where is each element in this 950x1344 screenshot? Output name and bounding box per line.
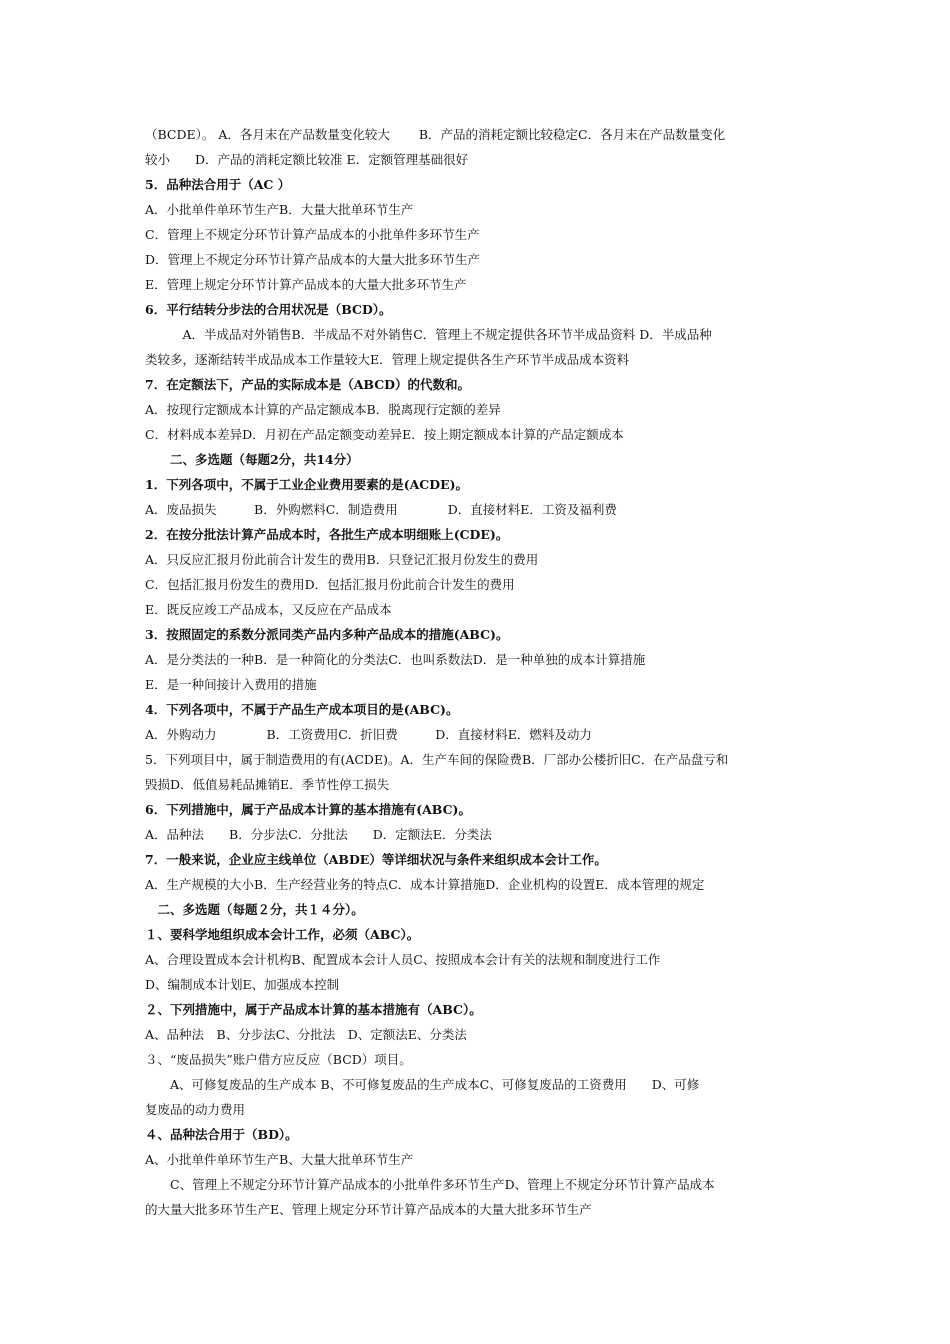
question-heading: 5．品种法合用于（AC ）: [145, 177, 291, 192]
question-heading: 6．下列措施中，属于产品成本计算的基本措施有(ABC)。: [145, 802, 471, 817]
question-heading: 4．下列各项中，不属于产品生产成本项目的是(ABC)。: [145, 702, 459, 717]
question-heading: ２、下列措施中，属于产品成本计算的基本措施有（ABC）。: [145, 1002, 482, 1017]
question-heading: 6．平行结转分步法的合用状况是（BCD）。: [145, 302, 392, 317]
option-line: E．既反应竣工产品成本，又反应在产品成本: [145, 602, 392, 617]
option-line: C．材料成本差异D．月初在产品定额变动差异E．按上期定额成本计算的产品定额成本: [145, 427, 624, 442]
option-line: A、小批单件单环节生产B、大量大批单环节生产: [145, 1152, 414, 1167]
question-heading: 3．按照固定的系数分派同类产品内多种产品成本的措施(ABC)。: [145, 627, 509, 642]
option-line: A．半成品对外销售B．半成品不对外销售C．管理上不规定提供各环节半成品资料 D．半成品种: [145, 327, 712, 342]
question-heading: １、要科学地组织成本会计工作，必须（ABC）。: [145, 927, 420, 942]
option-line: A、合理设置成本会计机构B、配置成本会计人员C、按照成本会计有关的法规和制度进行工作: [145, 952, 661, 967]
question-heading: 2．在按分批法计算产品成本时，各批生产成本明细账上(CDE)。: [145, 527, 509, 542]
option-line: A．是分类法的一种B．是一种简化的分类法C．也叫系数法D．是一种单独的成本计算措施: [145, 652, 646, 667]
option-line: A．品种法 B．分步法C．分批法 D．定额法E．分类法: [145, 827, 492, 842]
option-line: 类较多，逐渐结转半成品成本工作量较大E．管理上规定提供各生产环节半成品成本资料: [145, 352, 630, 367]
option-line: C．管理上不规定分环节计算产品成本的小批单件多环节生产: [145, 227, 480, 242]
text-line: 较小 D．产品的消耗定额比较准 E．定额管理基础很好: [145, 152, 469, 167]
option-line: A．小批单件单环节生产B．大量大批单环节生产: [145, 202, 414, 217]
question-line: 5．下列项目中，属于制造费用的有(ACDE)。A．生产车间的保险费B．厂部办公楼折旧C．在产品盘亏和: [145, 752, 729, 767]
option-line: 复废品的动力费用: [145, 1102, 246, 1117]
option-line: A、可修复废品的生产成本 B、不可修复废品的生产成本C、可修复废品的工资费用 D、可修: [145, 1077, 700, 1092]
option-line: C、管理上不规定分环节计算产品成本的小批单件多环节生产D、管理上不规定分环节计算产品成本: [145, 1177, 715, 1192]
section-heading: 二、多选题（每题２分，共１４分）。: [145, 902, 364, 917]
option-line: E．管理上规定分环节计算产品成本的大量大批多环节生产: [145, 277, 467, 292]
option-line: A．生产规模的大小B．生产经营业务的特点C．成本计算措施D．企业机构的设置E．成本管理的规定: [145, 877, 705, 892]
section-heading: 二、多选题（每题2分，共14分）: [145, 452, 359, 467]
option-line: D．管理上不规定分环节计算产品成本的大量大批多环节生产: [145, 252, 481, 267]
question-heading: ４、品种法合用于（BD）。: [145, 1127, 298, 1142]
question-heading: 7．一般来说，企业应主线单位（ABDE）等详细状况与条件来组织成本会计工作。: [145, 852, 607, 867]
option-line: A、品种法 B、分步法C、分批法 D、定额法E、分类法: [145, 1027, 467, 1042]
question-heading: 7．在定额法下，产品的实际成本是（ABCD）的代数和。: [145, 377, 470, 392]
question-line: ３、“废品损失”账户借方应反应（BCD）项目。: [145, 1052, 412, 1067]
option-line: A．废品损失 B．外购燃料C．制造费用 D．直接材料E．工资及福利费: [145, 502, 617, 517]
question-heading: 1．下列各项中，不属于工业企业费用要素的是(ACDE)。: [145, 477, 469, 492]
option-line: 的大量大批多环节生产E、管理上规定分环节计算产品成本的大量大批多环节生产: [145, 1202, 592, 1217]
option-line: E．是一种间接计入费用的措施: [145, 677, 317, 692]
option-line: A．外购动力 B．工资费用C．折旧费 D．直接材料E．燃料及动力: [145, 727, 592, 742]
option-line: C．包括汇报月份发生的费用D．包括汇报月份此前合计发生的费用: [145, 577, 515, 592]
option-line: 毁损D．低值易耗品摊销E．季节性停工损失: [145, 777, 390, 792]
option-line: D、编制成本计划E、加强成本控制: [145, 977, 340, 992]
text-line: （BCDE）。 A．各月末在产品数量变化较大 B．产品的消耗定额比较稳定C．各月末在产品数量变化: [145, 127, 726, 142]
option-line: A．只反应汇报月份此前合计发生的费用B．只登记汇报月份发生的费用: [145, 552, 539, 567]
option-line: A．按现行定额成本计算的产品定额成本B．脱离现行定额的差异: [145, 402, 501, 417]
